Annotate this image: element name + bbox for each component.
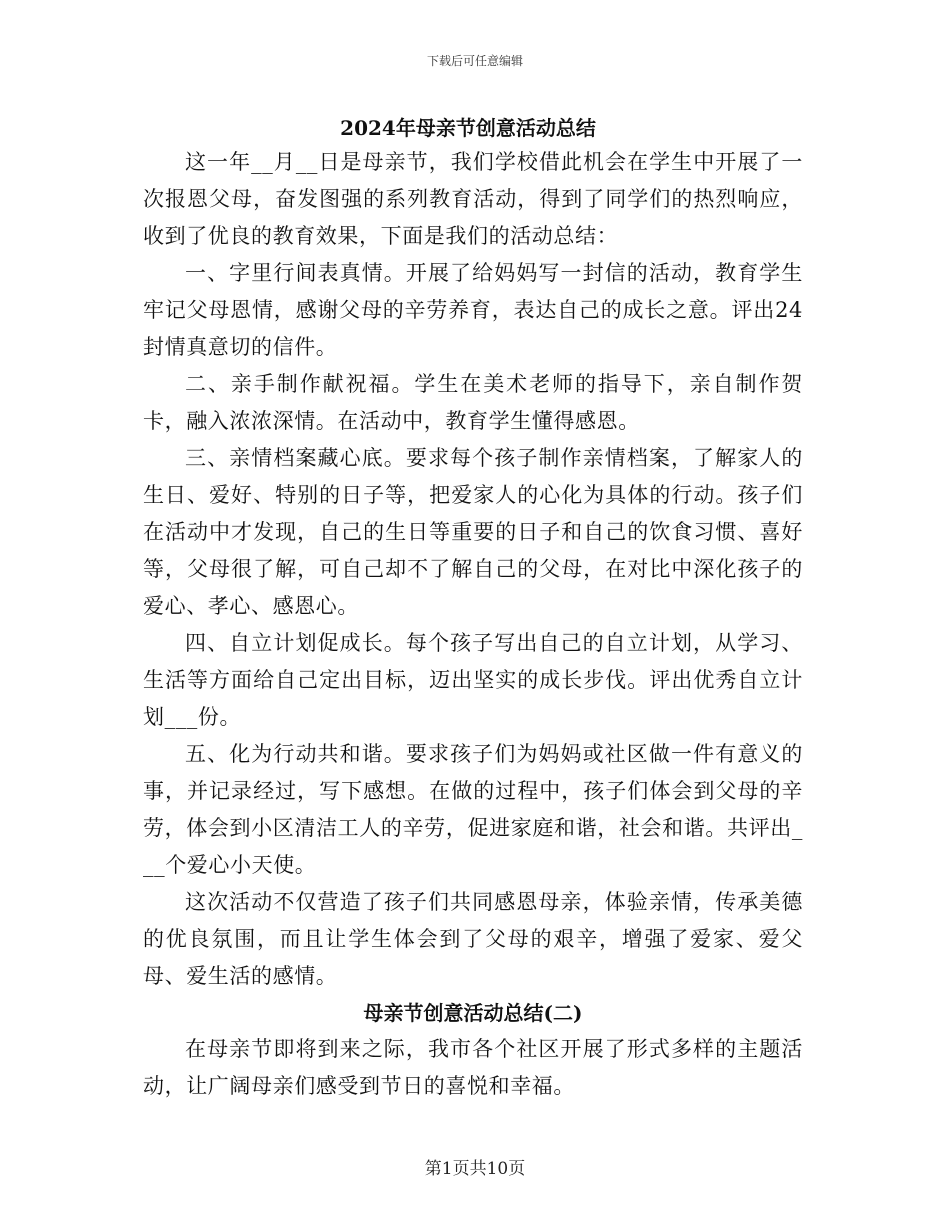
document-subtitle: 母亲节创意活动总结(二) — [363, 1001, 583, 1025]
page-number: 第1页共10页 — [424, 1159, 526, 1179]
paragraph-conclusion: 这次活动不仅营造了孩子们共同感恩母亲，体验亲情，传承美德的优良氛围，而且让学生体会到了父母的艰辛，增强了爱家、爱父母、爱生活的感情。 — [143, 890, 803, 988]
paragraph-section-2: 二、亲手制作献祝福。学生在美术老师的指导下，亲自制作贺卡，融入浓浓深情。在活动中，教育学生懂得感恩。 — [143, 372, 803, 433]
document-title: 2024年母亲节创意活动总结 — [340, 116, 596, 140]
paragraph-section-4: 四、自立计划促成长。每个孩子写出自己的自立计划，从学习、生活等方面给自己定出目标，迈出坚实的成长步伐。评出优秀自立计划___份。 — [143, 631, 803, 729]
paragraph-section-5: 五、化为行动共和谐。要求孩子们为妈妈或社区做一件有意义的事，并记录经过，写下感想。在做的过程中，孩子们体会到父母的辛劳，体会到小区清洁工人的辛劳，促进家庭和谐，社会和谐。共评出___个爱心小天使。 — [143, 742, 803, 877]
paragraph-section-3: 三、亲情档案藏心底。要求每个孩子制作亲情档案，了解家人的生日、爱好、特别的日子等，把爱家人的心化为具体的行动。孩子们在活动中才发现，自己的生日等重要的日子和自己的饮食习惯、喜好等，父母很了解，可自己却不了解自己的父母，在对比中深化孩子的爱心、孝心、感恩心。 — [143, 446, 803, 618]
document-body — [143, 112, 803, 1105]
paragraph-part2-intro: 在母亲节即将到来之际，我市各个社区开展了形式多样的主题活动，让广阔母亲们感受到节日的喜悦和幸福。 — [143, 1037, 803, 1098]
page-header-note: 下载后可任意编辑 — [426, 54, 523, 68]
paragraph-intro: 这一年__月__日是母亲节，我们学校借此机会在学生中开展了一次报恩父母，奋发图强的系列教育活动，得到了同学们的热烈响应，收到了优良的教育效果，下面是我们的活动总结： — [143, 150, 803, 248]
paragraph-section-1: 一、字里行间表真情。开展了给妈妈写一封信的活动，教育学生牢记父母恩情，感谢父母的辛劳养育，表达自己的成长之意。评出24封情真意切的信件。 — [143, 261, 803, 359]
